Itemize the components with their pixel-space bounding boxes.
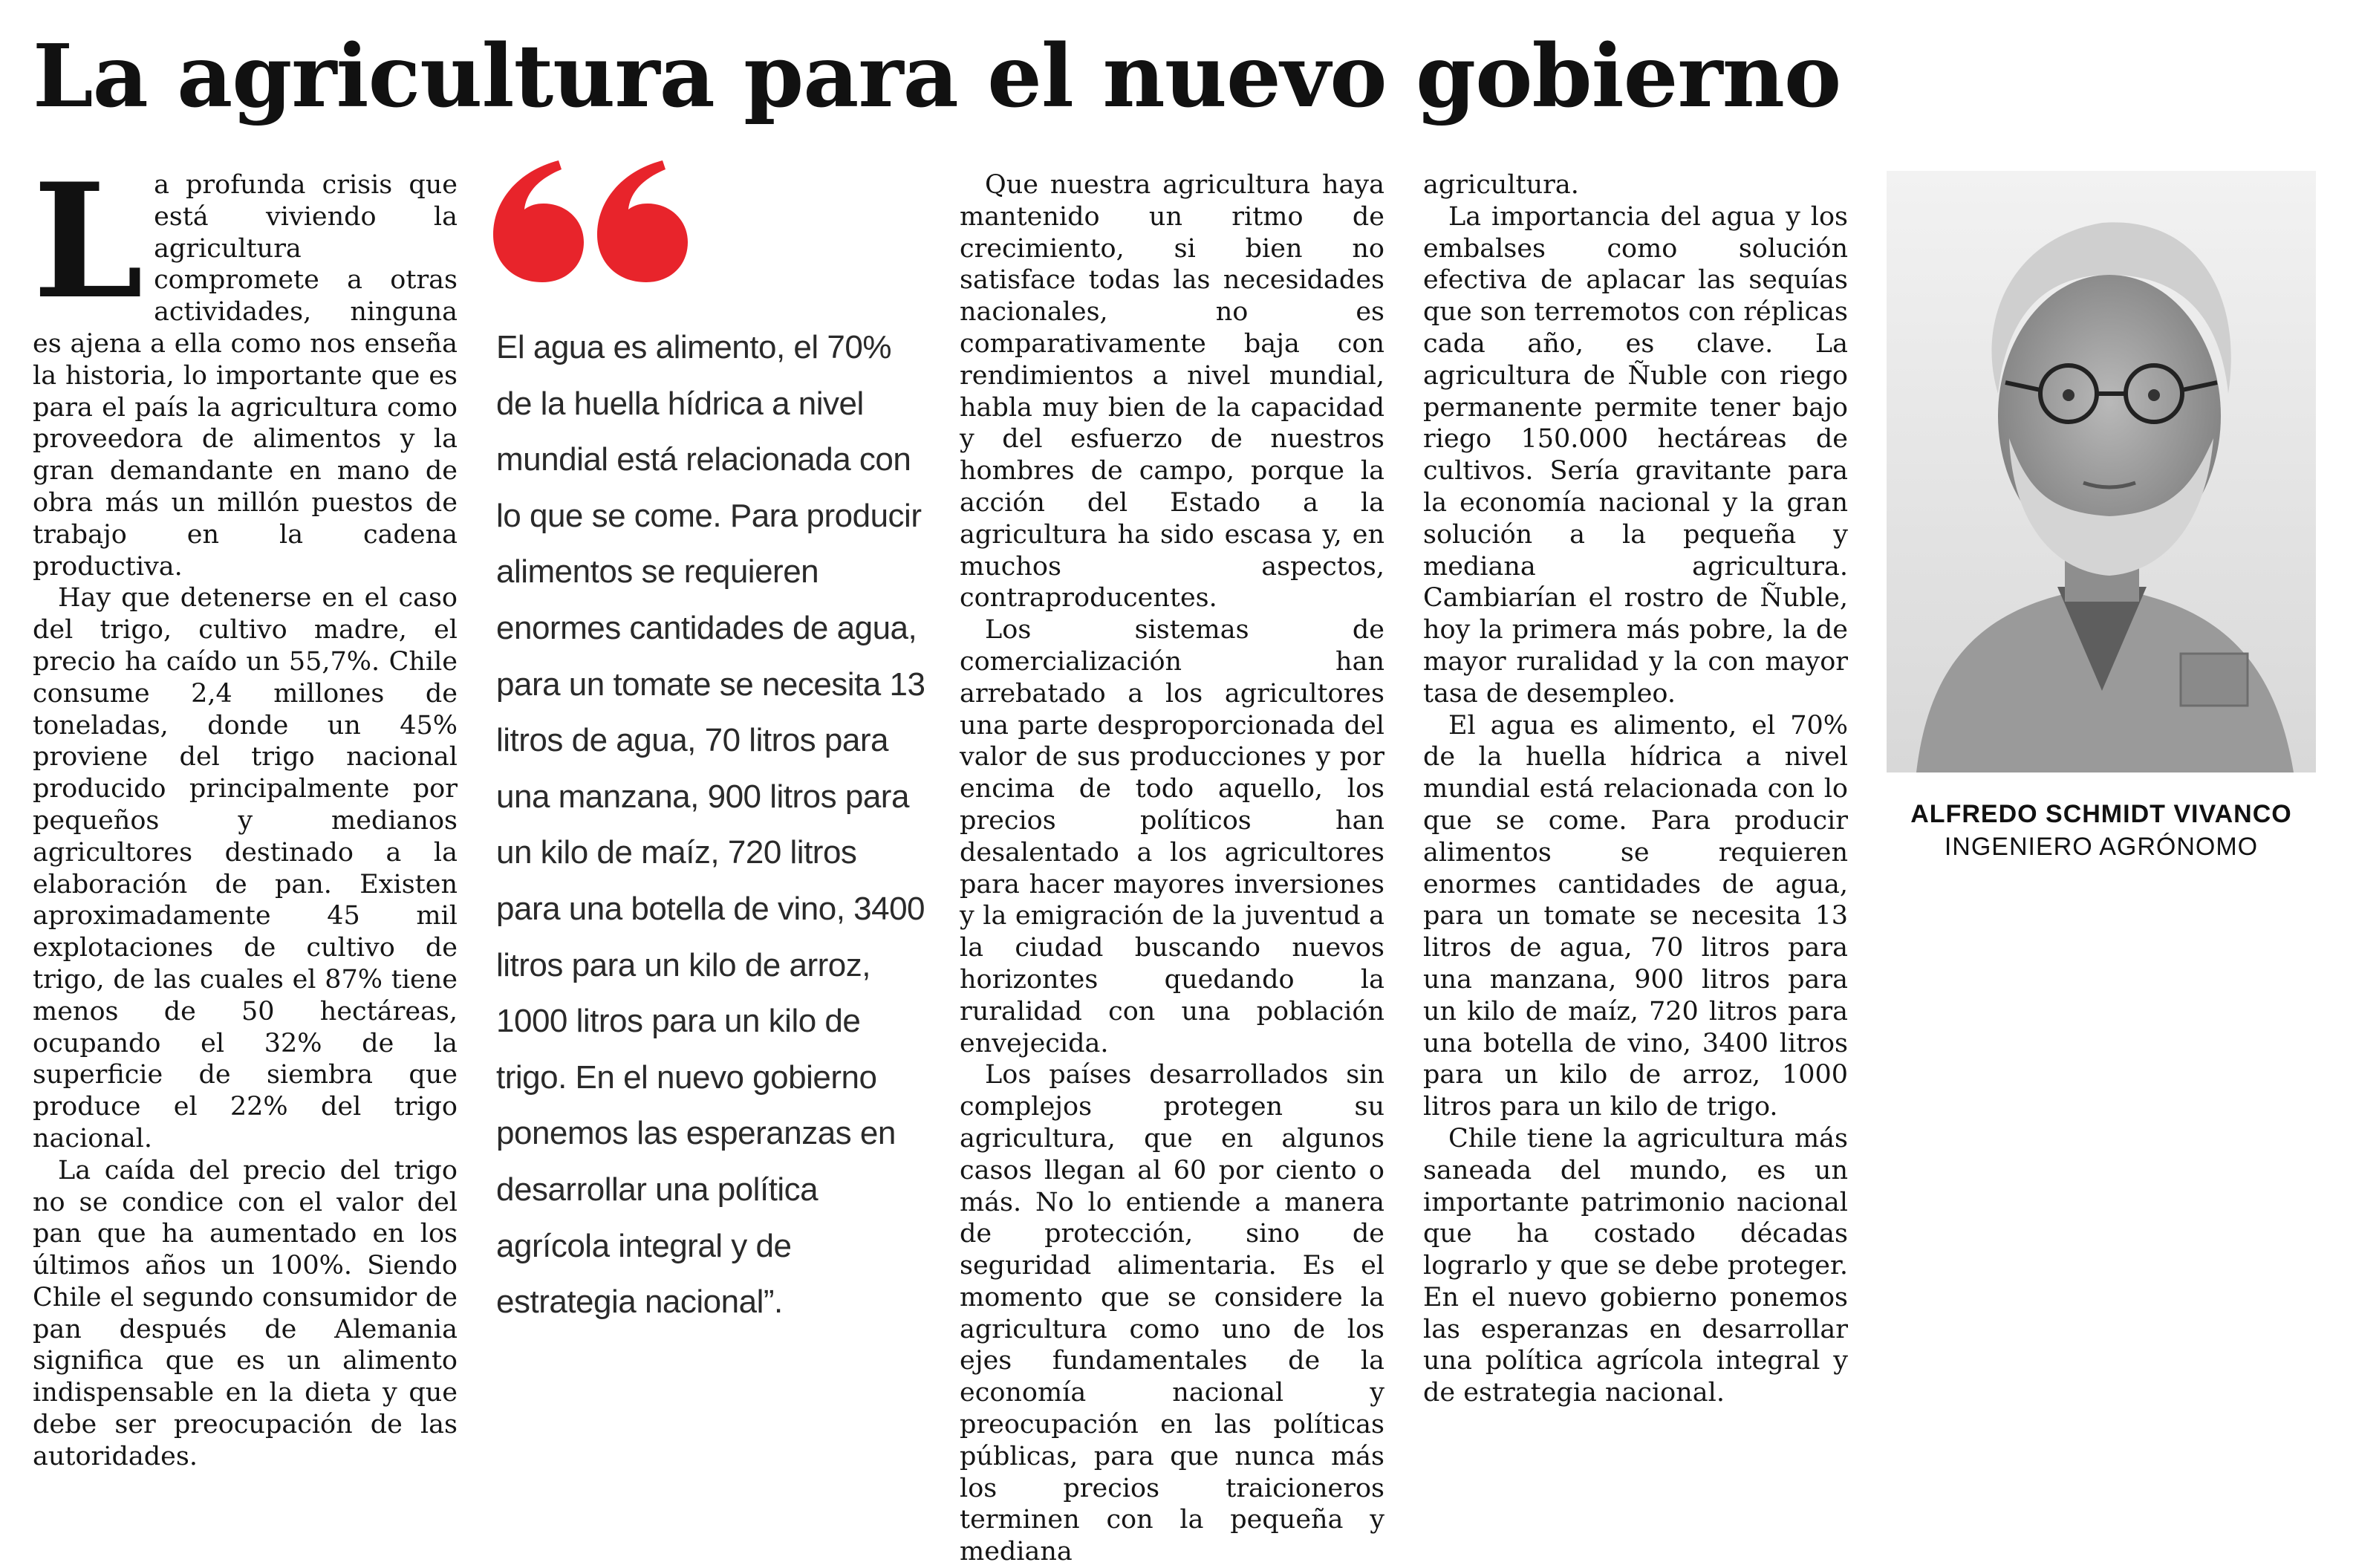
paragraph: Que nuestra agricultura haya mantenido un ritmo de crecimiento, si bien no satisface todas las necesidades nacionales, no es comparativamente baja con rendimientos a nivel mundial, habla muy bien de la capacidad y del esfuerzo de nuestros hombres de campo, porque la acción del Estado a la agricultura ha sido escasa y, en muchos aspectos, contraproducentes. bbox=[960, 170, 1384, 614]
author-role: INGENIERO AGRÓNOMO bbox=[1944, 833, 2259, 861]
paragraph: La importancia del agua y los embalses como solución efectiva de aplacar las sequías que son terremotos con réplicas cada año, es clave. La agricultura de Ñuble con riego permanente permite tener bajo riego 150.000 hectáreas de cultivos. Sería gravitante para la economía nacional y la gran solución a la pequeña y mediana agricultura. Cambiarían el rostro de Ñuble, hoy la primera más pobre, la de mayor ruralidad y la con mayor tasa de desempleo. bbox=[1423, 201, 1848, 709]
paragraph: Los sistemas de comercialización han arrebatado a los agricultores una parte desproporcionada del valor de sus producciones y por encima de todo aquello, los precios políticos han desalentado a los agricultores para hacer mayores inversiones y la emigración de la juventud a la ciudad buscando nuevos horizontes quedando la ruralidad con una población envejecida. bbox=[960, 615, 1384, 1058]
article-column-1 bbox=[33, 149, 458, 1473]
paragraph: Chile tiene la agricultura más saneada del mundo, es un importante patrimonio nacional que ha costado décadas lograrlo y que se debe proteger. En el nuevo gobierno ponemos las esperanzas en desarrollar una política agrícola integral y de estrategia nacional. bbox=[1423, 1123, 1848, 1408]
drop-cap: L bbox=[33, 149, 144, 334]
paragraph-text: a profunda crisis que está viviendo la agricultura compromete a otras actividades, ninguna es ajena a ella como nos enseña la historia, lo importante que es para el país la agricultura como proveedora de alimentos y la gran demandante en mano de obra más un millón puestos de trabajo en la cadena productiva. bbox=[33, 170, 458, 582]
paragraph: agricultura. bbox=[1423, 170, 1579, 200]
author-photo bbox=[1887, 171, 2316, 772]
author-byline bbox=[1887, 798, 2316, 863]
author-portrait-image bbox=[1887, 171, 2316, 772]
paragraph: La caída del precio del trigo no se condice con el valor del pan que ha aumentado en los últimos años un 100%. Siendo Chile el segundo consumidor de pan después de Alemania significa que es un alimento indispensable en la dieta y que debe ser preocupación de las autoridades. bbox=[33, 1155, 458, 1471]
author-name: ALFREDO SCHMIDT VIVANCO bbox=[1910, 800, 2292, 828]
paragraph bbox=[33, 149, 458, 582]
article-headline: La agricultura para el nuevo gobierno bbox=[33, 26, 1841, 127]
pull-quote: El agua es alimento, el 70% de la huella hídrica a nivel mundial está relacionada con lo que se come. Para producir alimentos se requieren enormes cantidades de agua, para un tomate se necesita 13 litros de agua, 70 litros para una manzana, 900 litros para un kilo de maíz, 720 litros para una botella de vino, 3400 litros para un kilo de arroz, 1000 litros para un kilo de trigo. En el nuevo gobierno ponemos las esperanzas en desarrollar una política agrícola integral y de estrategia nacional”. bbox=[496, 329, 925, 1321]
quote-marks-icon bbox=[490, 157, 698, 284]
paragraph: El agua es alimento, el 70% de la huella hídrica a nivel mundial está relacionada con lo que se come. Para producir alimentos se requieren enormes cantidades de agua, para un tomate se necesita 13 litros de agua, 70 litros para una manzana, 900 litros para un kilo de maíz, 720 litros para una botella de vino, 3400 litros para un kilo de arroz, 1000 litros para un kilo de trigo. bbox=[1423, 710, 1848, 1122]
paragraph: Hay que detenerse en el caso del trigo, cultivo madre, el precio ha caído un 55,7%. Chile consume 2,4 millones de toneladas, donde un 45% proviene del trigo nacional producido principalmente por pequeños y medianos agricultores destinado a la elaboración de pan. Existen aproximadamente 45 mil explotaciones de cultivo de trigo, de las cuales el 87% tiene menos de 50 hectáreas, ocupando el 32% de la superficie de siembra que produce el 22% del trigo nacional. bbox=[33, 583, 458, 1154]
paragraph: Los países desarrollados sin complejos protegen su agricultura, que en algunos casos llegan al 60 por ciento o más. No lo entiende a manera de protección, sino de seguridad alimentaria. Es el momento que se considere la agricultura como uno de los ejes fundamentales de la economía nacional y preocupación en las políticas públicas, para que nunca más los precios traicioneros terminen con la pequeña y mediana bbox=[960, 1060, 1384, 1567]
article-column-4 bbox=[1423, 169, 1848, 1409]
article-column-3 bbox=[960, 169, 1384, 1568]
